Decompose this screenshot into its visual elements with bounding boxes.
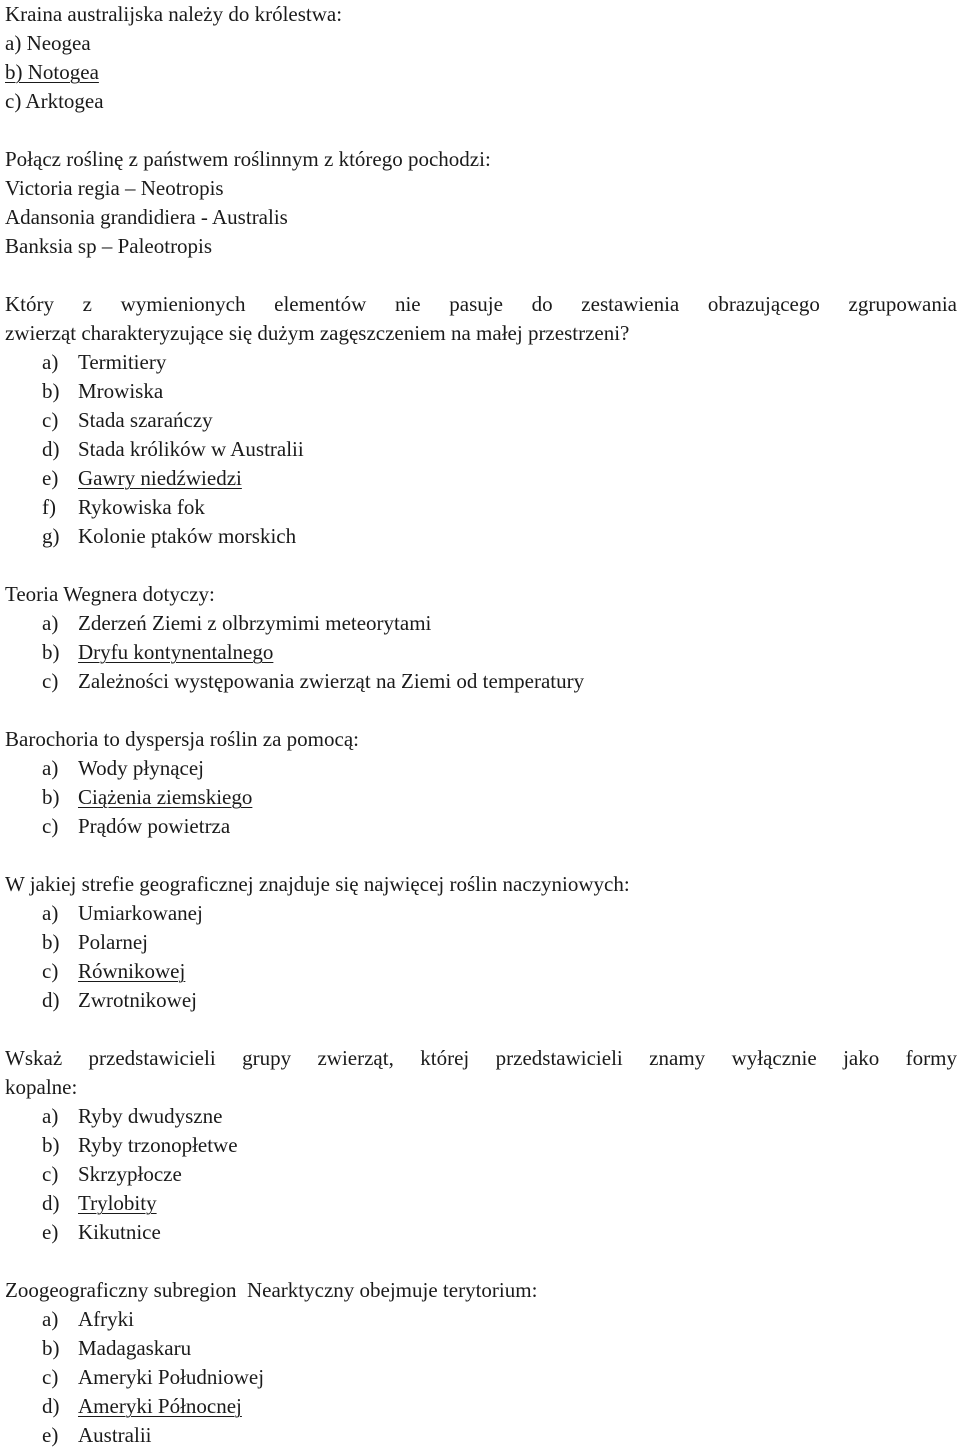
option-marker: c) [42, 959, 59, 983]
question-7-option-a [5, 1102, 957, 1131]
spacer [5, 551, 957, 580]
question-4-option-a [5, 609, 957, 638]
option-marker: b) [42, 379, 60, 403]
question-1-title: Kraina australijska należy do królestwa: [5, 2, 343, 26]
option-text: Polarnej [78, 930, 148, 954]
question-4-option-b [5, 638, 957, 667]
spacer [5, 841, 957, 870]
option-marker: d) [42, 437, 60, 461]
option-text-correct: Dryfu kontynentalnego [78, 640, 274, 664]
question-1-option-a: a) Neogea [5, 31, 91, 55]
option-marker: e) [42, 1220, 59, 1244]
question-7-option-e [5, 1218, 957, 1247]
option-text: Mrowiska [78, 379, 164, 403]
question-4-option-c [5, 667, 957, 696]
question-7-title-line-2: kopalne: [5, 1075, 78, 1099]
option-marker: d) [42, 1191, 60, 1215]
option-marker: g) [42, 524, 60, 548]
option-marker: a) [42, 611, 59, 635]
option-marker: b) [42, 640, 60, 664]
question-5-title: Barochoria to dyspersja roślin za pomocą: [5, 727, 359, 751]
option-text: Rykowiska fok [78, 495, 205, 519]
option-text: Skrzypłocze [78, 1162, 182, 1186]
question-8-option-a [5, 1305, 957, 1334]
option-text: Afryki [78, 1307, 134, 1331]
question-2-pair-2: Adansonia grandidiera - Australis [5, 205, 288, 229]
question-8-option-e [5, 1421, 957, 1450]
option-text: Ryby trzonopłetwe [78, 1133, 238, 1157]
option-text: Australii [78, 1423, 152, 1447]
option-marker: c) [42, 814, 59, 838]
option-marker: c) [42, 669, 59, 693]
question-3-option-f [5, 493, 957, 522]
option-marker: e) [42, 1423, 59, 1447]
question-7-option-c [5, 1160, 957, 1189]
question-3-option-e [5, 464, 957, 493]
question-5-option-b [5, 783, 957, 812]
question-5-option-a [5, 754, 957, 783]
option-marker: d) [42, 1394, 60, 1418]
question-6-option-a [5, 899, 957, 928]
question-3-title-line-2: zwierząt charakteryzujące się dużym zagęszczeniem na małej przestrzeni? [5, 321, 630, 345]
question-3-option-d [5, 435, 957, 464]
option-text: Zwrotnikowej [78, 988, 197, 1012]
question-6-option-c [5, 957, 957, 986]
option-marker: b) [42, 785, 60, 809]
question-2-title: Połącz roślinę z państwem roślinnym z którego pochodzi: [5, 147, 491, 171]
question-7-option-b [5, 1131, 957, 1160]
option-text-correct: Trylobity [78, 1191, 157, 1215]
question-8-title: Zoogeograficzny subregion Nearktyczny obejmuje terytorium: [5, 1278, 538, 1302]
spacer [5, 1247, 957, 1276]
option-marker: a) [42, 901, 59, 925]
option-text: Wody płynącej [78, 756, 205, 780]
question-6-title: W jakiej strefie geograficznej znajduje się najwięcej roślin naczyniowych: [5, 872, 630, 896]
option-text: Prądów powietrza [78, 814, 231, 838]
option-text: Stada szarańczy [78, 408, 213, 432]
question-3-option-c [5, 406, 957, 435]
option-text-correct: Ameryki Północnej [78, 1394, 242, 1418]
option-marker: b) [42, 1336, 60, 1360]
option-text-correct: Ciążenia ziemskiego [78, 785, 253, 809]
option-marker: f) [42, 495, 56, 519]
question-7-option-d [5, 1189, 957, 1218]
question-1-option-c: c) Arktogea [5, 89, 104, 113]
option-text: Madagaskaru [78, 1336, 192, 1360]
question-3-option-b [5, 377, 957, 406]
option-text-correct: Równikowej [78, 959, 186, 983]
option-marker: b) [42, 1133, 60, 1157]
question-6-option-b [5, 928, 957, 957]
option-text: Ryby dwudyszne [78, 1104, 223, 1128]
option-text: Termitiery [78, 350, 167, 374]
option-marker: a) [42, 350, 59, 374]
option-text: Ameryki Południowej [78, 1365, 265, 1389]
spacer [5, 1015, 957, 1044]
spacer [5, 696, 957, 725]
option-text: Stada królików w Australii [78, 437, 304, 461]
option-text: Umiarkowanej [78, 901, 203, 925]
spacer [5, 116, 957, 145]
option-marker: e) [42, 466, 59, 490]
option-marker: d) [42, 988, 60, 1012]
question-3-title-line-1: Który z wymienionych elementów nie pasuje do zestawienia obrazującego zgrupowania [5, 292, 957, 316]
question-8-option-c [5, 1363, 957, 1392]
question-2-pair-3: Banksia sp – Paleotropis [5, 234, 213, 258]
question-8-option-d [5, 1392, 957, 1421]
option-marker: c) [42, 1162, 59, 1186]
option-text: Zależności występowania zwierząt na Ziemi od temperatury [78, 669, 585, 693]
option-marker: b) [42, 930, 60, 954]
question-4-title: Teoria Wegnera dotyczy: [5, 582, 215, 606]
question-7-title-line-1: Wskaż przedstawicieli grupy zwierząt, której przedstawicieli znamy wyłącznie jako formy [5, 1046, 957, 1070]
option-text-correct: Gawry niedźwiedzi [78, 466, 242, 490]
question-5-option-c [5, 812, 957, 841]
option-marker: a) [42, 756, 59, 780]
question-1-option-b-correct: b) Notogea [5, 60, 99, 84]
question-8-option-b [5, 1334, 957, 1363]
question-3-option-g [5, 522, 957, 551]
option-marker: c) [42, 1365, 59, 1389]
question-3-option-a [5, 348, 957, 377]
option-marker: a) [42, 1104, 59, 1128]
option-text: Zderzeń Ziemi z olbrzymimi meteorytami [78, 611, 432, 635]
document [5, 0, 957, 1450]
spacer [5, 261, 957, 290]
option-marker: a) [42, 1307, 59, 1331]
option-text: Kolonie ptaków morskich [78, 524, 297, 548]
question-6-option-d [5, 986, 957, 1015]
question-2-pair-1: Victoria regia – Neotropis [5, 176, 224, 200]
option-text: Kikutnice [78, 1220, 161, 1244]
option-marker: c) [42, 408, 59, 432]
